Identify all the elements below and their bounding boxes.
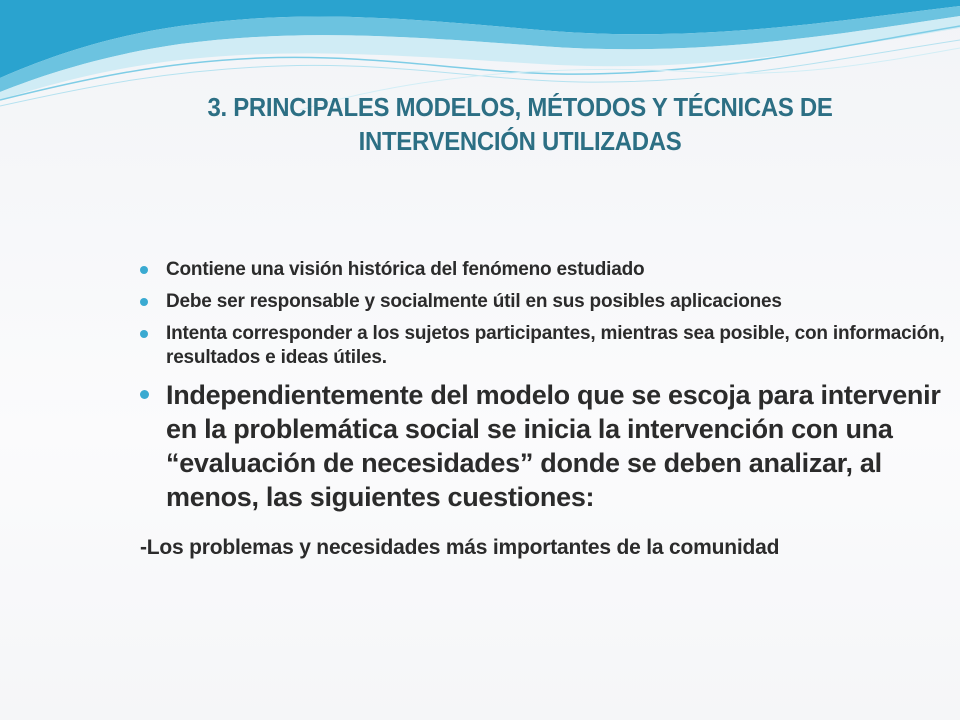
bullet-list [140, 258, 960, 514]
bullet-text: Independientemente del modelo que se escoja para intervenir en la problemática social se inicia la intervención con una “evaluación de necesidades” donde se deben analizar, al menos, las siguientes cuestiones: [166, 380, 941, 512]
slide-title [152, 90, 888, 158]
bullet-text: Contiene una visión histórica del fenómeno estudiado [166, 259, 645, 280]
bullet-dot-icon [140, 298, 148, 306]
bullet-dot-icon [140, 266, 148, 274]
bullet-item [140, 322, 960, 370]
footer-line-item: -Los problemas y necesidades más importantes de la comunidad [140, 536, 780, 559]
bullet-item [140, 258, 960, 282]
bullet-dot-icon [140, 390, 149, 399]
title-line-2: INTERVENCIÓN UTILIZADAS [358, 126, 682, 156]
bullet-text: Debe ser responsable y socialmente útil en sus posibles aplicaciones [166, 291, 782, 312]
title-line-1: 3. PRINCIPALES MODELOS, MÉTODOS Y TÉCNICAS DE [207, 92, 833, 122]
bullet-item-emphasis [140, 378, 960, 514]
bullet-text: Intenta corresponder a los sujetos participantes, mientras sea posible, con información, resultados e ideas útiles. [166, 323, 945, 368]
bullet-dot-icon [140, 330, 148, 338]
bullet-item [140, 290, 960, 314]
